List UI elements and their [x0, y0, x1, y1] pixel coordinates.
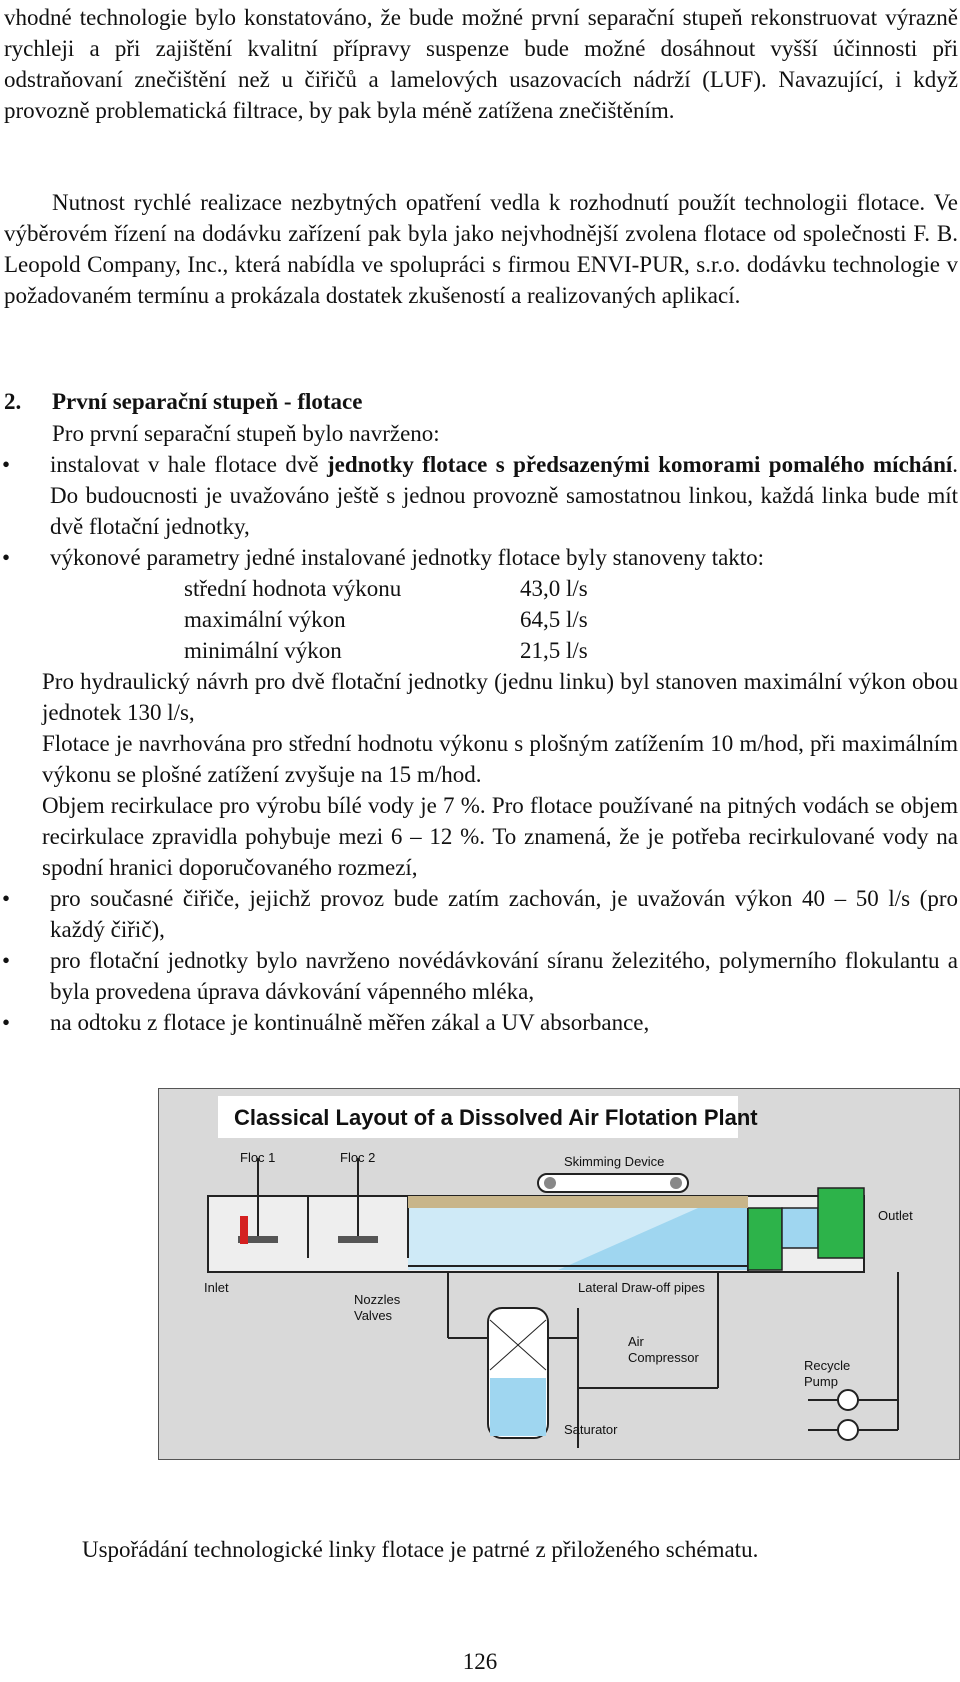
bullet-measurement: na odtoku z flotace je kontinuálně měřen zákal a UV absorbance,	[50, 1010, 650, 1035]
bullet-units-bold: jednotky flotace s předsazenými komorami pomalého míchání	[326, 452, 953, 477]
page-number: 126	[462, 1649, 498, 1674]
section-number: 2.	[4, 389, 22, 414]
section-intro: Pro první separační stupeň bylo navrženo:	[52, 421, 440, 446]
daf-plant-diagram	[158, 1088, 960, 1460]
figure-caption: Uspořádání technologické linky flotace je patrné z přiloženého schématu.	[82, 1537, 759, 1562]
diagram-title: Classical Layout of a Dissolved Air Flotation Plant	[234, 1105, 758, 1130]
inlet-red-marker	[240, 1216, 248, 1244]
label-nozzles: Nozzles	[354, 1292, 401, 1307]
label-recycle: Recycle	[804, 1358, 851, 1373]
hydraulic-design-text: Pro hydraulický návrh pro dvě flotační jednotky (jednu linku) byl stanoven maximální výkon obou jednotek 130 l/s,	[42, 669, 958, 725]
bullet-units-rest: . Do budoucnosti je uvažováno ještě s jednou provozně samostatnou linkou, každá linka bude mít dvě flotační jednotky,	[50, 452, 958, 539]
section-heading	[4, 386, 362, 417]
label-saturator: Saturator	[564, 1422, 618, 1437]
paragraph-decision: Nutnost rychlé realizace nezbytných opatření vedla k rozhodnutí použít technologii flotace. Ve výběrovém řízení na dodávku zařízení pak byla jako nejvhodnější zvolena flotace od společnosti F. B. Leopold Company, Inc., která nabídla ve spolupráci s firmou ENVI-PUR, s.r.o. dodávku technologie v požadovaném termínu a prokázala dostatek zkušeností a realizovaných aplikací.	[4, 190, 958, 308]
bullet-units	[50, 449, 958, 542]
saturator-vessel	[488, 1308, 548, 1438]
label-compressor: Compressor	[628, 1350, 699, 1365]
label-lateral: Lateral Draw-off pipes	[578, 1280, 705, 1295]
label-air: Air	[628, 1334, 644, 1349]
label-valves: Valves	[354, 1308, 393, 1323]
paragraph-intro: vhodné technologie bylo konstatováno, že bude možné první separační stupeň rekonstruovat výrazně rychleji a při zajištění kvalitní přípravy suspenze bude možné dosáhnout vyšší účinnosti při odstraňovaní znečištění než u čiřičů a lamelových usazovacích nádrží (LUF). Navazující, i když provozně problematická filtrace, by pak byla méně zatížena znečištěním.	[4, 5, 958, 123]
value-label: minimální výkon	[184, 638, 342, 663]
surface-load-text: Flotace je navrhována pro střední hodnotu výkonu s plošným zatížením 10 m/hod, při maximálním výkonu se plošné zatížení zvyšuje na 15 m/hod.	[42, 731, 958, 787]
skimming-device	[538, 1174, 688, 1192]
bullet-icon: •	[2, 886, 11, 911]
bullet-clarifiers: pro současné čiřiče, jejichž provoz bude zatím zachován, je uvažován výkon 40 – 50 l/s (pro každý čiřič),	[50, 886, 958, 942]
section-title: První separační stupeň - flotace	[52, 389, 363, 414]
value-label: maximální výkon	[184, 607, 346, 632]
value-amount: 64,5 l/s	[520, 607, 588, 632]
bullet-dosing: pro flotační jednotky bylo navrženo novédávkování síranu železitého, polymerního flokulantu a byla provedena úprava dávkování vápenného mléka,	[50, 948, 958, 1004]
bullet-parameters: výkonové parametry jedné instalované jednotky flotace byly stanoveny takto:	[50, 545, 765, 570]
bullet-icon: •	[2, 1010, 11, 1035]
value-label: střední hodnota výkonu	[184, 576, 402, 601]
flotation-tank	[208, 1188, 864, 1272]
bullet-units-text: instalovat v hale flotace dvě	[50, 452, 327, 477]
value-row	[184, 635, 744, 666]
bullet-icon: •	[2, 948, 11, 973]
value-row	[184, 573, 744, 604]
bullet-icon: •	[2, 545, 11, 570]
label-pump: Pump	[804, 1374, 838, 1389]
value-amount: 43,0 l/s	[520, 576, 588, 601]
label-outlet: Outlet	[878, 1208, 913, 1223]
label-inlet: Inlet	[204, 1280, 229, 1295]
label-floc2: Floc 2	[340, 1150, 376, 1165]
recirculation-text: Objem recirkulace pro výrobu bílé vody je 7 %. Pro flotace používané na pitných vodách se objem recirkulace zpravidla pohybuje mezi 6 – 12 %. To znamená, že je potřeba recirkulované vody na spodní hranici doporučovaného rozmezí,	[42, 793, 958, 880]
value-row	[184, 604, 744, 635]
label-skimming: Skimming Device	[564, 1154, 665, 1169]
label-floc1: Floc 1	[240, 1150, 276, 1165]
bullet-icon: •	[2, 452, 11, 477]
value-amount: 21,5 l/s	[520, 638, 588, 663]
performance-values	[184, 573, 744, 666]
